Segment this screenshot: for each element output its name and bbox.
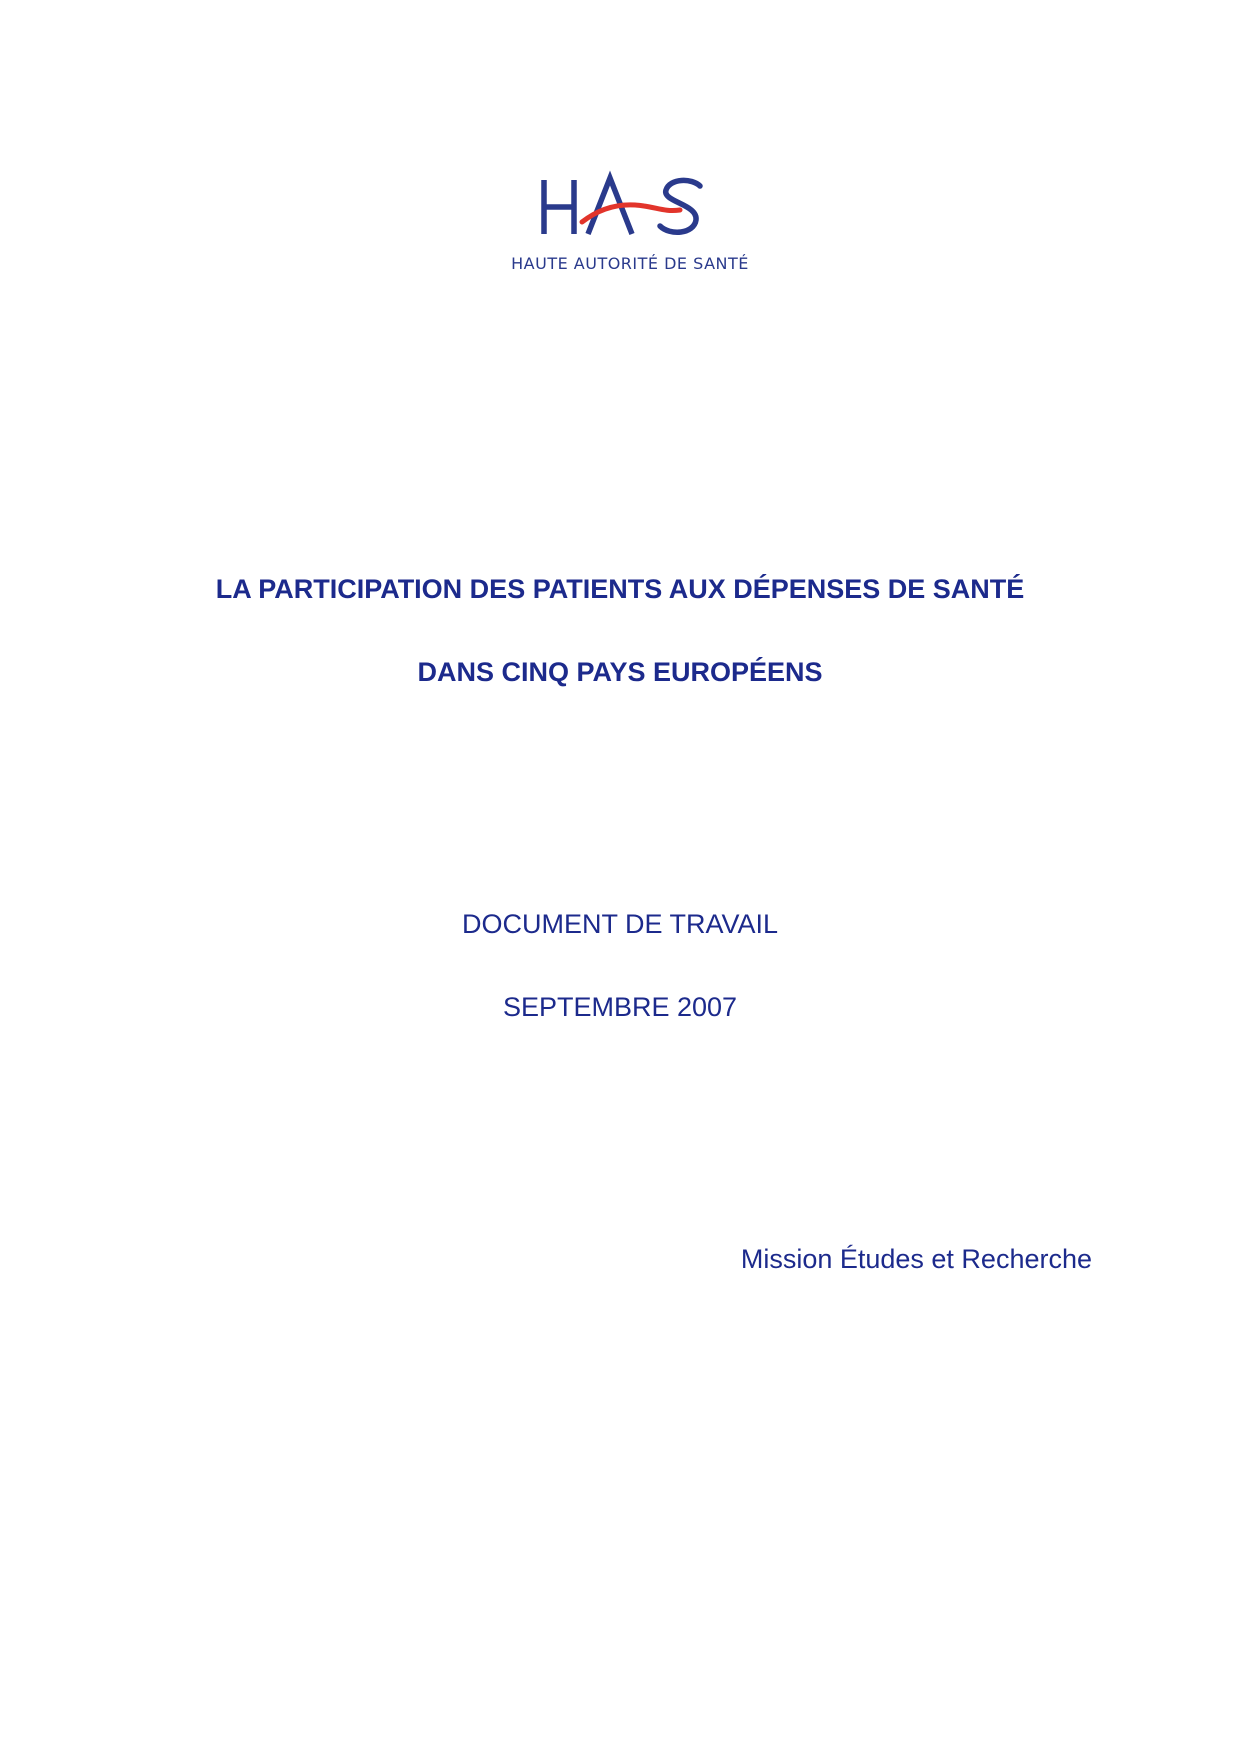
- document-date: SEPTEMBRE 2007: [502, 992, 738, 1022]
- has-logo: [470, 168, 790, 288]
- document-title-line-2: DANS CINQ PAYS EUROPÉENS: [417, 657, 823, 687]
- document-title-line-1: LA PARTICIPATION DES PATIENTS AUX DÉPENSES DE SANTÉ: [215, 574, 1025, 604]
- document-author: Mission Études et Recherche: [740, 1244, 1092, 1274]
- logo-organization-name: HAUTE AUTORITÉ DE SANTÉ: [511, 254, 749, 273]
- document-type: DOCUMENT DE TRAVAIL: [461, 909, 779, 939]
- has-logo-mark: [540, 168, 710, 250]
